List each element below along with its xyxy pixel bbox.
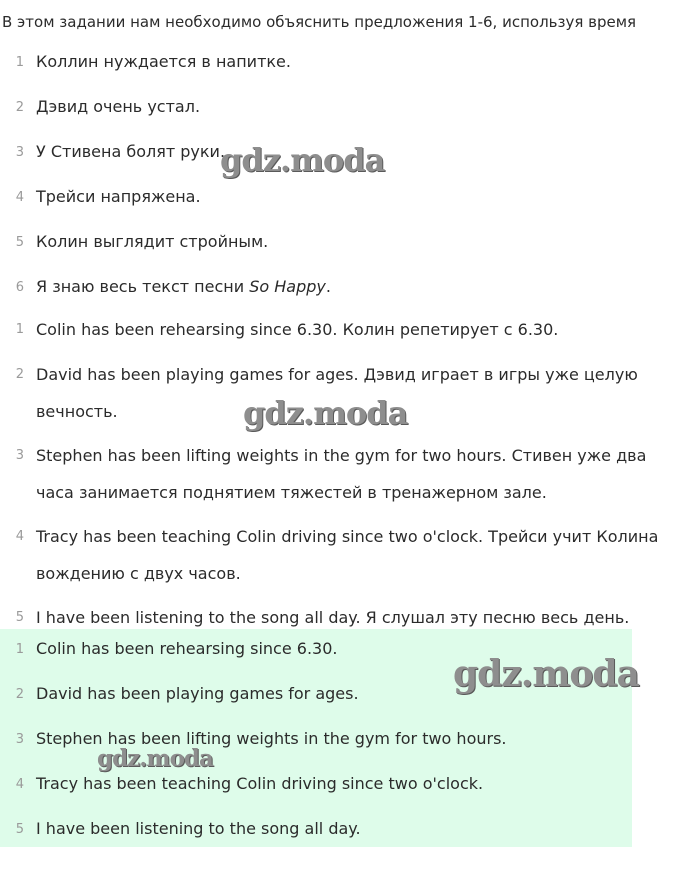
item-number: 4 bbox=[15, 190, 24, 205]
item-number: 1 bbox=[15, 322, 24, 337]
item-text: Tracy has been teaching Colin driving since two o'clock. bbox=[36, 774, 484, 793]
item-text: Stephen has been lifting weights in the gym for two hours. bbox=[36, 729, 507, 748]
item-text bbox=[36, 276, 676, 298]
item-number: 2 bbox=[15, 100, 24, 115]
item-text: I have been listening to the song all day. Я слушал эту песню весь день. bbox=[36, 608, 630, 627]
item-text: Трейси напряжена. bbox=[36, 187, 201, 206]
item-text: Колин выглядит стройным. bbox=[36, 232, 269, 251]
russian-sentence-list bbox=[0, 51, 680, 321]
item-number: 6 bbox=[15, 280, 24, 295]
watermark: gdz.moda bbox=[243, 394, 408, 432]
item-number: 5 bbox=[15, 235, 24, 250]
item-number: 1 bbox=[15, 55, 24, 70]
item-text: Коллин нуждается в напитке. bbox=[36, 52, 291, 71]
list-item bbox=[0, 96, 680, 141]
watermark: gdz.moda bbox=[97, 745, 213, 772]
item-text: У Стивена болят руки. bbox=[36, 142, 226, 161]
item-text: Colin has been rehearsing since 6.30. bbox=[36, 639, 338, 658]
song-title: So Happy bbox=[249, 277, 326, 296]
item-text: Stephen has been lifting weights in the gym for two hours. Стивен уже два часа занимается поднятием тяжестей в тренажерном зале. bbox=[36, 446, 647, 502]
watermark: gdz.moda bbox=[220, 141, 385, 179]
item-text: David has been playing games for ages. Дэвид играет в игры уже целую вечность. bbox=[36, 365, 638, 421]
item-text: Colin has been rehearsing since 6.30. Колин репетирует с 6.30. bbox=[36, 320, 559, 339]
item-number: 4 bbox=[15, 529, 24, 544]
item-number: 1 bbox=[15, 642, 24, 657]
item-number: 2 bbox=[15, 687, 24, 702]
list-item bbox=[0, 809, 680, 854]
item-number: 3 bbox=[15, 448, 24, 463]
item-text: Tracy has been teaching Colin driving since two o'clock. Трейси учит Колина вождению с двух часов. bbox=[36, 527, 659, 583]
list-item bbox=[0, 231, 680, 276]
item-text: David has been playing games for ages. bbox=[36, 684, 359, 703]
item-text: I have been listening to the song all day. bbox=[36, 819, 361, 838]
intro-text: В этом задании нам необходимо объяснить предложения 1-6, используя время bbox=[2, 13, 637, 31]
item-number: 4 bbox=[15, 777, 24, 792]
item-number: 3 bbox=[15, 145, 24, 160]
list-item bbox=[0, 51, 680, 96]
item-number: 2 bbox=[15, 367, 24, 382]
item-number: 5 bbox=[15, 822, 24, 837]
item-number: 3 bbox=[15, 732, 24, 747]
watermark: gdz.moda bbox=[453, 653, 639, 695]
list-item bbox=[0, 186, 680, 231]
item-number: 5 bbox=[15, 610, 24, 625]
item-text: Дэвид очень устал. bbox=[36, 97, 201, 116]
item-text-main: Я знаю весь текст песни bbox=[36, 277, 250, 296]
item-text-tail: . bbox=[325, 277, 331, 296]
